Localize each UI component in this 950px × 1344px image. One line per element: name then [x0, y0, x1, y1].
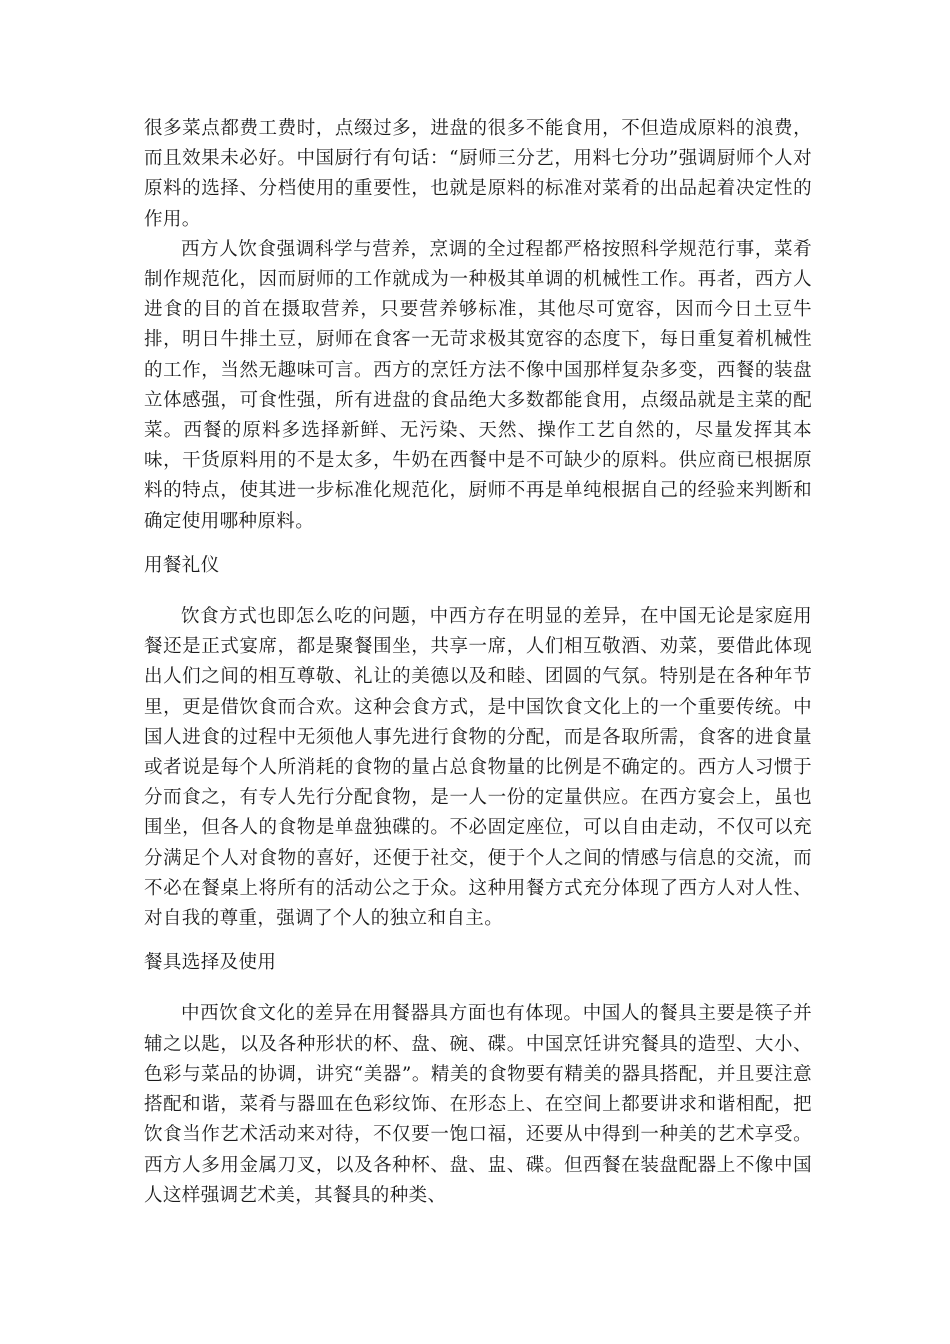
section-heading-dining-etiquette: 用餐礼仪: [144, 554, 220, 576]
document-page: [144, 114, 812, 1211]
paragraph-dining-manner: 饮食方式也即怎么吃的问题，中西方存在明显的差异，在中国无论是家庭用餐还是正式宴席，都是聚餐围坐，共享一席，人们相互敬酒、劝菜，要借此体现出人们之间的相互尊敬、礼让的美德以及和睦、团圆的气氛。特别是在各种年节里，更是借饮食而合欢。这种会食方式，是中国饮食文化上的一个重要传统。中国人进食的过程中无须他人事先进行食物的分配，而是各取所需，食客的进食量或者说是每个人所消耗的食物的量占总食物量的比例是不确定的。西方人习惯于分而食之，有专人先行分配食物，是一人一份的定量供应。在西方宴会上，虽也围坐，但各人的食物是单盘独碟的。不必固定座位，可以自由走动，不仅可以充分满足个人对食物的喜好，还便于社交，便于个人之间的情感与信息的交流，而不必在餐桌上将所有的活动公之于众。这种用餐方式充分体现了西方人对人性、对自我的尊重，强调了个人的独立和自主。: [144, 606, 812, 930]
paragraph-tableware-usage: 中西饮食文化的差异在用餐器具方面也有体现。中国人的餐具主要是筷子并辅之以匙，以及各种形状的杯、盘、碗、碟。中国烹饪讲究餐具的造型、大小、色彩与菜品的协调，讲究“美器”。精美的食物要有精美的器具搭配，并且要注意搭配和谐，菜肴与器皿在色彩纹饰、在形态上、在空间上都要讲求和谐相配，把饮食当作艺术活动来对待，不仅要一饱口福，还要从中得到一种美的艺术享受。西方人多用金属刀叉，以及各种杯、盘、盅、碟。但西餐在装盘配器上不像中国人这样强调艺术美，其餐具的种类、: [144, 1003, 812, 1206]
paragraph-western-nutrition: 西方人饮食强调科学与营养，烹调的全过程都严格按照科学规范行事，菜肴制作规范化，因而厨师的工作就成为一种极其单调的机械性工作。再者，西方人进食的目的首在摄取营养，只要营养够标准，其他尽可宽容，因而今日土豆牛排，明日牛排土豆，厨师在食客一无苛求极其宽容的态度下，每日重复着机械性的工作，当然无趣味可言。西方的烹饪方法不像中国那样复杂多变，西餐的装盘立体感强，可食性强，所有进盘的食品绝大多数都能食用，点缀品就是主菜的配菜。西餐的原料多选择新鲜、无污染、天然、操作工艺自然的，尽量发挥其本味，干货原料用的不是太多，牛奶在西餐中是不可缺少的原料。供应商已根据原料的特点，使其进一步标准化规范化，厨师不再是单纯根据自己的经验来判断和确定使用哪种原料。: [144, 238, 812, 532]
paragraph-ingredients-standard: 很多菜点都费工费时，点缀过多，进盘的很多不能食用，不但造成原料的浪费，而且效果未必好。中国厨行有句话：“厨师三分艺，用料七分功”强调厨师个人对原料的选择、分档使用的重要性，也就是原料的标准对菜肴的出品起着决定性的作用。: [144, 118, 812, 230]
section-heading-tableware: 餐具选择及使用: [144, 952, 277, 974]
